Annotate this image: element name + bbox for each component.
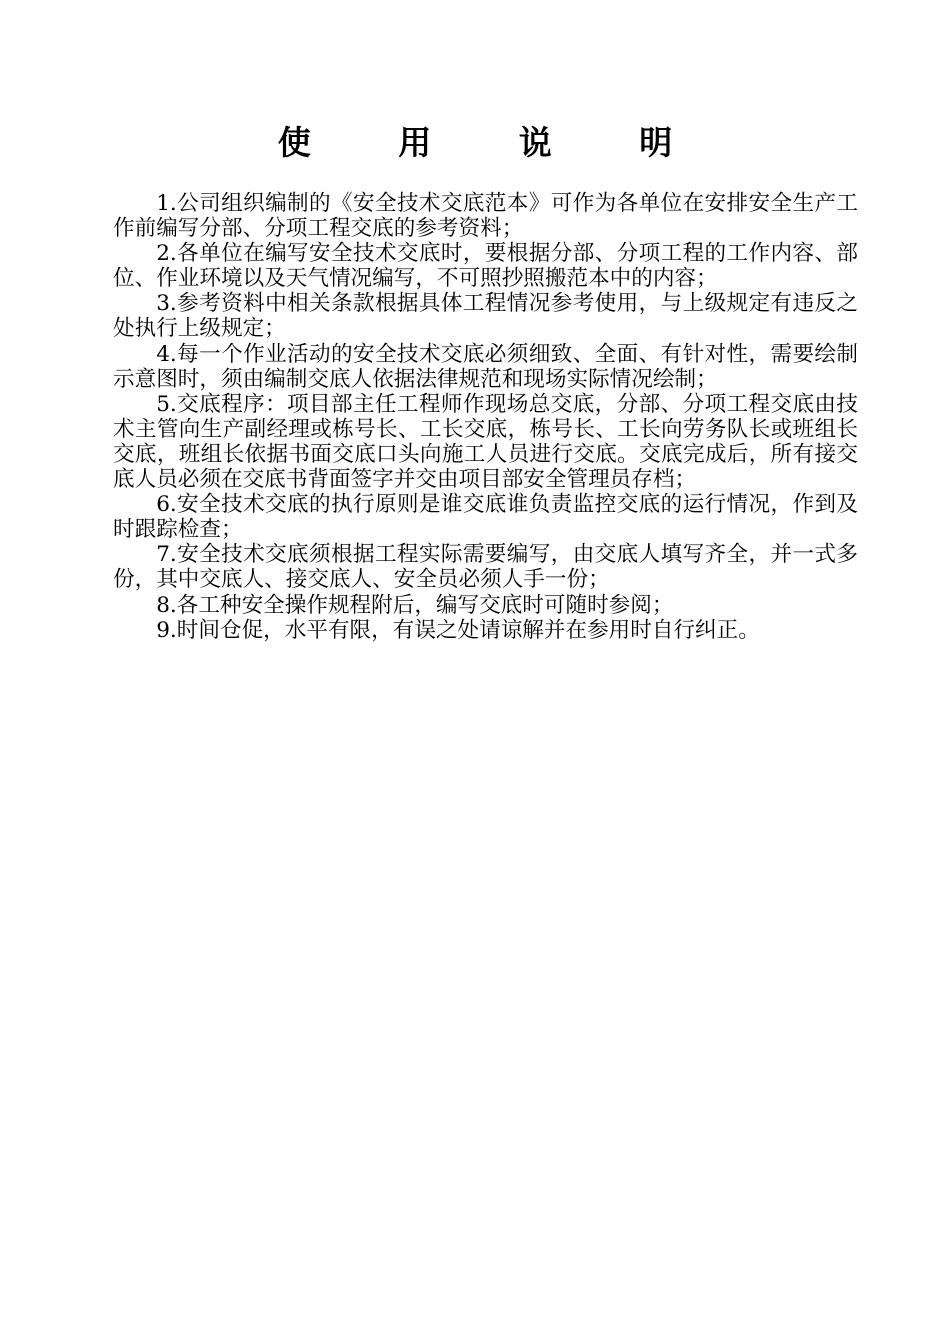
instructions-body	[113, 191, 858, 643]
instruction-text: 2.各单位在编写安全技术交底时，要根据分部、分项工程的工作内容、部位、作业环境以及天气情况编写，不可照抄照搬范本中的内容；	[113, 241, 858, 292]
instruction-item-5	[113, 392, 858, 492]
instruction-text: 1.公司组织编制的《安全技术交底范本》可作为各单位在安排安全生产工作前编写分部、分项工程交底的参考资料；	[113, 191, 858, 242]
instruction-item-4	[113, 342, 858, 392]
instruction-item-8	[113, 593, 858, 618]
instruction-text: 4.每一个作业活动的安全技术交底必须细致、全面、有针对性，需要绘制示意图时，须由编制交底人依据法律规范和现场实际情况绘制；	[113, 341, 858, 392]
instruction-item-7	[113, 542, 858, 592]
instruction-item-1	[113, 191, 858, 241]
instruction-text: 5.交底程序：项目部主任工程师作现场总交底，分部、分项工程交底由技术主管向生产副经理或栋号长、工长交底，栋号长、工长向劳务队长或班组长交底，班组长依据书面交底口头向施工人员进行交底。交底完成后，所有接交底人员必须在交底书背面签字并交由项目部安全管理员存档；	[113, 391, 858, 493]
instruction-item-3	[113, 291, 858, 341]
instruction-text: 3.参考资料中相关条款根据具体工程情况参考使用，与上级规定有违反之处执行上级规定；	[113, 291, 858, 342]
page-title: 使 用 说 明	[277, 123, 711, 162]
instruction-text: 9.时间仓促，水平有限，有误之处请谅解并在参用时自行纠正。	[156, 617, 760, 643]
instruction-item-9	[113, 618, 858, 643]
instruction-item-2	[113, 241, 858, 291]
instruction-item-6	[113, 492, 858, 542]
instruction-text: 8.各工种安全操作规程附后，编写交底时可随时参阅；	[156, 592, 674, 618]
instruction-text: 6.安全技术交底的执行原则是谁交底谁负责监控交底的运行情况，作到及时跟踪检查；	[113, 492, 858, 543]
instruction-text: 7.安全技术交底须根据工程实际需要编写，由交底人填写齐全，并一式多份，其中交底人、接交底人、安全员必须人手一份；	[113, 542, 858, 593]
